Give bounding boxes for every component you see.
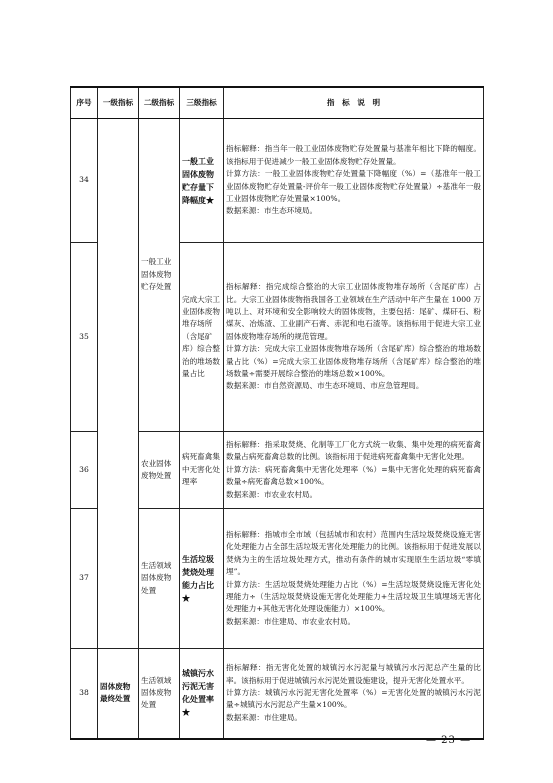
description-line: 指标解释：指完成综合整治的大宗工业固体废物堆存场所（含尾矿库）占比。大宗工业固体废物指我国各工业领域在生产活动中年产生量在 1000 万吨以上、对环境和安全影响较大的固体废物，主要包括：尾矿、煤矸石、粉煤灰、冶炼渣、工业副产石膏、赤泥和电石渣等。该指标用于促进大宗工业固体废物堆存场所的规范管理。 — [226, 282, 481, 341]
description-cell — [224, 119, 484, 243]
description-cell — [224, 509, 484, 649]
description-line: 指标解释：指城市全市域（包括城市和农村）范围内生活垃圾焚烧设施无害化处理能力占全部生活垃圾无害化处理能力的比例。该指标用于促进发展以焚烧为主的生活垃圾处理方式，推动有条件的城市实现原生生活垃圾“零填埋”。 — [226, 529, 481, 577]
row-number: 34 — [71, 119, 98, 243]
description-line: 计算方法：病死畜禽集中无害化处理率（%）=集中无害化处理的病死畜禽数量÷病死畜禽总数×100%。 — [226, 464, 481, 487]
level2-cell: 一般工业固体废物贮存处置 — [139, 119, 180, 432]
level3-cell: 城镇污水污泥无害化处置率★ — [180, 649, 224, 739]
row-number: 37 — [71, 509, 98, 649]
description-line: 数据来源：市住建局、市农业农村局。 — [226, 616, 356, 626]
header-no: 序号 — [71, 87, 98, 119]
level3-cell: 病死畜禽集中无害化处理率 — [180, 432, 224, 509]
row-number: 36 — [71, 432, 98, 509]
description-line: 计算方法：完成大宗工业固体废物堆存场所（含尾矿库）综合整治的堆场数量占比（%）=完成大宗工业固体废物堆存场所（含尾矿库）综合整治的堆场数量÷需要开展综合整治的堆场总数×100%。 — [226, 344, 481, 379]
level1-cell — [98, 119, 139, 649]
description-cell — [224, 649, 484, 739]
header-level1: 一级指标 — [98, 87, 139, 119]
description-line: 计算方法：生活垃圾焚烧处理能力占比（%）=生活垃圾焚烧设施无害化处理能力÷（生活垃圾焚烧设施无害化处理能力+生活垃圾卫生填埋场无害化处理能力+其他无害化处理设施能力）×100%。 — [226, 579, 481, 614]
level1-cell: 固体废物最终处置 — [98, 649, 139, 739]
header-description: 指 标 说 明 — [224, 87, 484, 119]
description-line: 计算方法：一般工业固体废物贮存处置量下降幅度（%）=（基准年一般工业固体废物贮存处置量-评价年一般工业固体废物贮存处置量）÷基准年一般工业固体废物贮存处置量×100%。 — [226, 169, 481, 203]
indicator-table — [70, 86, 484, 740]
description-line: 数据来源：市农业农村局。 — [226, 489, 318, 499]
level3-cell: 生活垃圾焚烧处理能力占比★ — [180, 509, 224, 649]
description-cell — [224, 243, 484, 432]
description-line: 计算方法：城镇污水污泥无害化处置率（%）=无害化处置的城镇污水污泥量÷城镇污水污泥总产生量×100%。 — [226, 688, 481, 710]
description-line: 数据来源：市住建局。 — [226, 712, 302, 722]
level2-cell: 农业固体废物处置 — [139, 432, 180, 509]
description-cell — [224, 432, 484, 509]
row-number: 35 — [71, 243, 98, 432]
level3-cell: 一般工业固体废物贮存量下降幅度★ — [180, 119, 224, 243]
description-line: 指标解释：指当年一般工业固体废物贮存处置量与基准年相比下降的幅度。该指标用于促进减少一般工业固体废物贮存处置量。 — [226, 144, 481, 166]
description-line: 指标解释：指无害化处置的城镇污水污泥量与城镇污水污泥总产生量的比率。该指标用于促进城镇污水污泥处置设施建设，提升无害化处置水平。 — [226, 663, 481, 685]
table-row — [71, 119, 484, 243]
row-number: 38 — [71, 649, 98, 739]
level2-cell: 生活领域固体废物处置 — [139, 509, 180, 649]
header-level2: 二级指标 — [139, 87, 180, 119]
header-level3: 三级指标 — [180, 87, 224, 119]
description-line: 数据来源：市生态环境局。 — [226, 206, 318, 216]
table-row — [71, 649, 484, 739]
description-line: 数据来源：市自然资源局、市生态环境局、市应急管理局。 — [226, 381, 424, 391]
description-line: 指标解释：指采取焚烧、化制等工厂化方式统一收集、集中处理的病死畜禽数量占病死畜禽总数的比例。该指标用于促进病死畜禽集中无害化处理。 — [226, 439, 481, 462]
level2-cell: 生活领域固体废物处置 — [139, 649, 180, 739]
level3-cell: 完成大宗工业固体废物堆存场所（含尾矿库）综合整治的堆场数量占比 — [180, 243, 224, 432]
table-header-row — [71, 87, 484, 119]
page-number: — 23 — — [426, 735, 472, 746]
